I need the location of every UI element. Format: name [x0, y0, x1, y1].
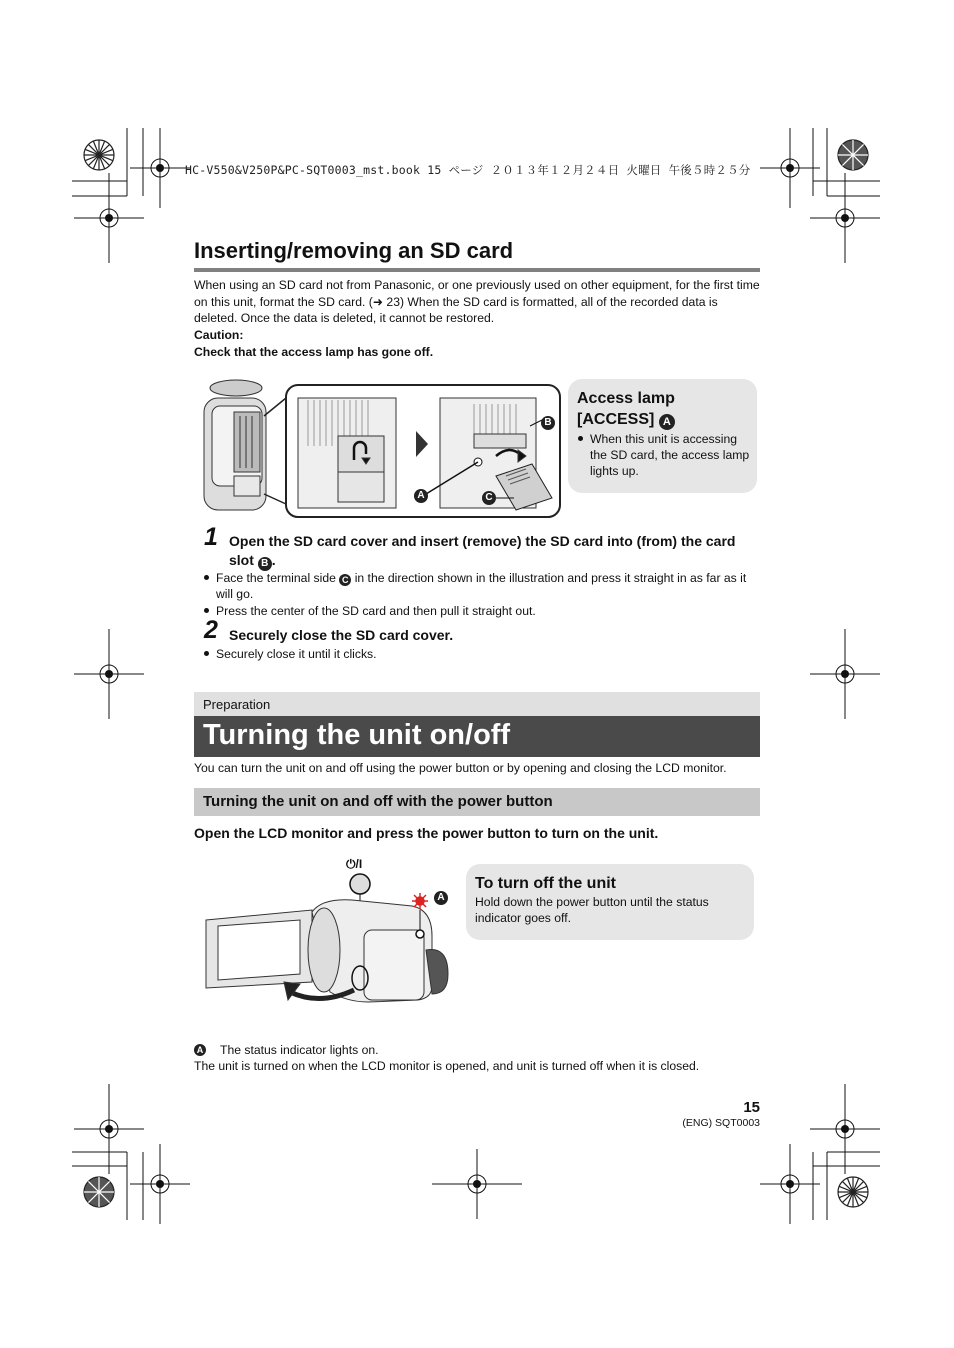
- sd-card-illustration: [196, 376, 564, 520]
- step-1-text: Open the SD card cover and insert (remove) the SD card into (from) the card slot B .: [229, 533, 736, 569]
- doc-code: (ENG) SQT0003: [682, 1117, 760, 1129]
- access-lamp-callout: [568, 379, 757, 493]
- access-lamp-title: Access lamp: [577, 390, 675, 407]
- turn-off-callout: [466, 864, 754, 940]
- note-text: The status indicator lights on.: [220, 1043, 379, 1057]
- access-lamp-subtitle: [577, 409, 675, 430]
- step-2-text: Securely close the SD card cover.: [229, 627, 454, 643]
- step-1-bullet-1-before: Face the terminal side: [216, 571, 336, 585]
- access-lamp-bullet-text: When this unit is accessing the SD card, the access lamp lights up.: [590, 432, 750, 478]
- main-title-bar: [194, 716, 760, 757]
- access-lamp-bullet: [577, 431, 752, 479]
- category-bar: [194, 692, 760, 716]
- print-header: HC-V550&V250P&PC-SQT0003_mst.book 15 ページ ２０１３年１２月２４日 火曜日 午後５時２５分: [185, 163, 751, 177]
- closing-text: The unit is turned on when the LCD monitor is opened, and unit is turned off when it is closed.: [194, 1059, 700, 1073]
- step-1-label: Open the SD card cover and insert (remove) the SD card into (from) the card slot: [229, 533, 736, 568]
- subsection-title: Turning the unit on and off with the power button: [203, 793, 553, 810]
- step-1-bullet-2-text: Press the center of the SD card and then pull it straight out.: [216, 604, 536, 618]
- power-instruction: Open the LCD monitor and press the power button to turn on the unit.: [194, 825, 659, 841]
- access-lamp-access: [ACCESS]: [577, 411, 655, 428]
- step-1-bullet-marker: C: [339, 574, 351, 586]
- step-1-marker: B: [258, 557, 272, 571]
- subsection-bar: [194, 788, 760, 816]
- turn-off-title: To turn off the unit: [475, 875, 616, 892]
- access-lamp-marker: A: [659, 414, 675, 430]
- step-1-bullet-1: [204, 570, 764, 602]
- page-number: 15: [743, 1099, 760, 1116]
- caution-text: Check that the access lamp has gone off.: [194, 345, 434, 359]
- section-title-sd-card: Inserting/removing an SD card: [194, 238, 514, 263]
- section-rule: [194, 268, 760, 272]
- note-marker: A: [194, 1044, 206, 1056]
- figure-label-a: A: [414, 489, 428, 503]
- power-symbol: ⏻/I: [346, 857, 363, 871]
- step-1-number: 1: [204, 523, 218, 551]
- power-intro: You can turn the unit on and off using the power button or by opening and closing the LCD monitor.: [194, 761, 727, 775]
- sd-intro: When using an SD card not from Panasonic, or one previously used on other equipment, for the first time on this unit, format the SD card. (➜ 23) When the SD card is formatted, all of the recorded data is deleted. Once the data is deleted, it cannot be restored.: [194, 278, 760, 326]
- caution-label: Caution:: [194, 328, 244, 342]
- category-label: Preparation: [203, 697, 271, 712]
- figure-label-c: C: [482, 491, 496, 505]
- step-2-bullet-text: Securely close it until it clicks.: [216, 647, 377, 661]
- figure-label-b: B: [541, 416, 555, 430]
- main-title: Turning the unit on/off: [203, 719, 511, 751]
- step-1-bullet-2: [204, 603, 764, 619]
- step-1-bullet-1-after: in the direction shown in the illustration and press it straight in as far as it will go.: [216, 571, 747, 601]
- step-2-bullet: [204, 646, 764, 662]
- step-2-number: 2: [204, 616, 218, 644]
- turn-off-text: Hold down the power button until the status indicator goes off.: [475, 895, 709, 925]
- camcorder-illustration: [200, 870, 452, 1010]
- power-figure-label-a: A: [434, 891, 448, 905]
